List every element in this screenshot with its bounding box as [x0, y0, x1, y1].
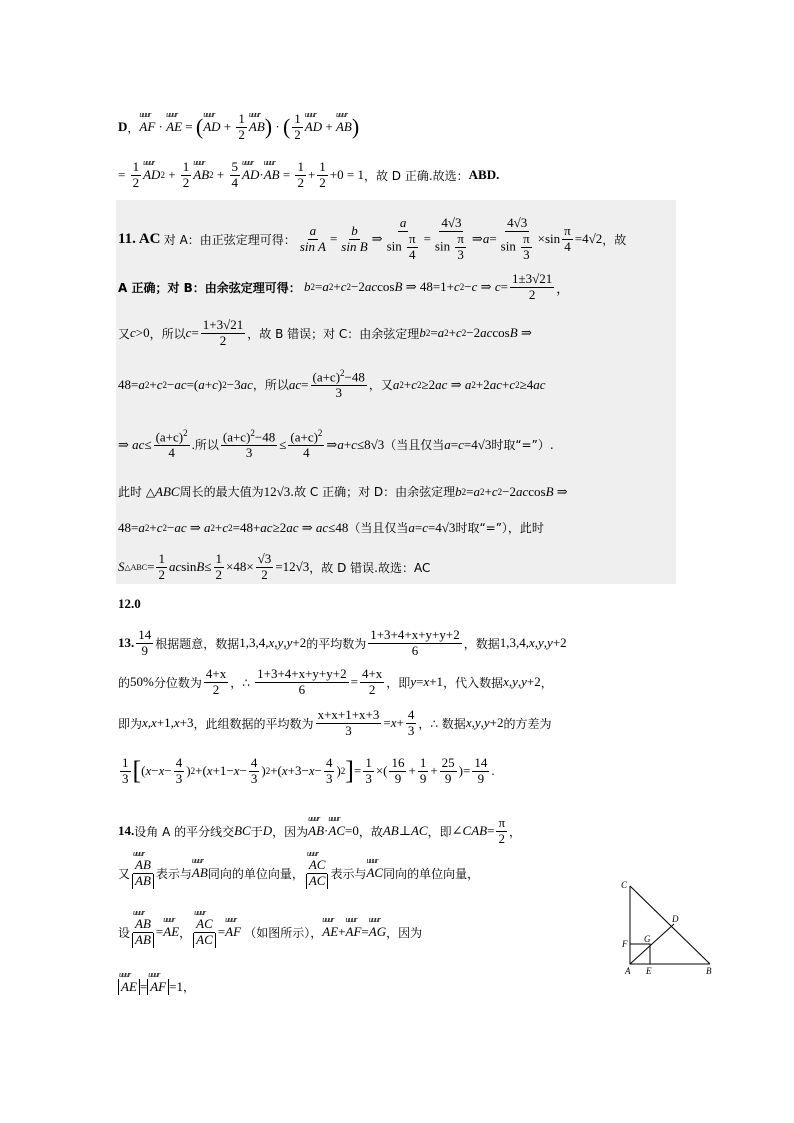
line-8: 此时 △ ABC 周长的最大值为 12√3 .故 C 正确；对 D：由余弦定理 b 2 = a 2 + c 2 −2 ac cos B ⇒ [118, 483, 568, 499]
line-9: 48= a 2 + c 2 − ac ⇒ a 2 + c 2 =48+ ac ≥2 ac ⇒ ac ≤48 （当且仅当 a = c =4√3 时取“=”），此时 [118, 519, 544, 535]
line-17: 又 uuur $\frac{AB}{AB}$ 表示与 uuur AB 同向的单位向量， uuur $\frac{AC}{AC}$ 表示与 uuur AC 同向的单位向量， [118, 858, 479, 889]
line-7: ⇒ ac ≤ $\frac{(a+c)^2}{4}$ . 所以 $\frac{(a+c)^2-48}{3}$ ≤ $\frac{(a+c)^2}{4}$ ⇒ a + c ≤8√3 （当且仅当 a = c =4√3 时取“=”）. [118, 428, 554, 461]
line-14: 即为 x , x +1, x +3 ，此组数据的平均数为 $\frac{x+x+1+x+3}{3}$ = x + $\frac{4}{3}$ ，∴ 数据 x , y , y +2 的方差为 [118, 707, 552, 738]
label-B: B [706, 966, 712, 976]
label-G: G [644, 934, 651, 944]
line-15: $\frac{1}{3}$ [ ( x − x − $\frac{4}{3}$ ) 2 +( x +1− x − $\frac{4}{3}$ ) 2 +( x +3− x − $\frac{4}{3}$ ) 2 ] = $\frac{1}{3}$ ×( $\frac{16}{9}$ + $\frac{1}{9}$ + $\frac{25}{9}$ )= $\frac{14}{9}$ . [122, 755, 495, 786]
label-F: F [622, 939, 628, 949]
line-12: 13. $\frac{14}{9}$ 根据题意，数据 1,3,4, x , y , y +2 的平均数为 $\frac{1+3+4+x+y+y+2}{6}$ ，数据 1,3,4, x , y , y +2 [118, 627, 567, 658]
label-C: C [621, 880, 628, 890]
label-E: E [646, 966, 652, 976]
label-A: A [625, 966, 631, 976]
line-5: 又 c >0 ，所以 c = $\frac{1+3√21}{2}$ ，故 B 错误；对 C：由余弦定理 b 2 = a 2 + c 2 −2 ac cos B ⇒ [118, 317, 532, 348]
line-4: A 正确；对 B：由余弦定理可得： b 2 = a 2 + c 2 −2 ac cos B ⇒ 48=1+ c 2 − c ⇒ c = $\frac{1\pm 3√21}{2}$ ， [118, 271, 570, 302]
line-16: 14. 设角 A 的平分线交 BC 于 D ，因为 uuur AB · uuur AC =0 ，故 AB ⊥ AC ，即 ∠ CAB = $\frac{\pi}{2}$ ， [118, 816, 521, 847]
line-18: 设 uuur $\frac{AB}{AB}$ = uuur AE ， uuur $\frac{AC}{AC}$ = uuur AF （如图所示）， uuur AE + uuur AF = uuur AG ，因为 [118, 917, 422, 948]
line-3: 11. AC 对 A：由正弦定理可得： $\frac{a}{\text{sin A}}$ = $\frac{b}{\text{sin B}}$ ⇒ a sin $\frac{\pi}{4}$ = 4√3 sin $\frac{\pi}{3}$ ⇒ a = 4√3 sin $\frac{\pi}{3}$ ×sin $\frac{\pi}{4}$ =4√2 ，故 [118, 215, 627, 262]
line-19: uuur AE = uuur AF =1 ， [118, 978, 195, 995]
line-2: = $\frac{1}{2}$ uuur AD 2 + $\frac{1}{2}$ uuur AB 2 + $\frac{5}{4}$ uuur AD · uuur AB = $\frac{1}{2}$ + $\frac{1}{2}$ +0 = 1 ，故 D 正确.故选： ABD. [118, 160, 499, 191]
label-D: D [672, 914, 679, 924]
line-13: 的 50% 分位数为 $\frac{4+x}{2}$ ，∴ $\frac{1+3+4+x+y+y+2}{6}$ = $\frac{4+x}{2}$ ，即 y = x +1 ，代入数据 x , y , y +2 ， [118, 666, 553, 697]
line-1: D ， uuur AF · uuur AE = ( uuur AD + $\frac{1}{2}$ uuur AB ) · ( $\frac{1}{2}$ uuur AD + uuur AB ) [118, 112, 359, 143]
line-10: S △ABC = $\frac{1}{2}$ ac sin B ≤ $\frac{1}{2}$ ×48× $\frac{√3}{2}$ =12√3 ，故 D 错误.故选：AC [118, 551, 431, 582]
line-11: 12.0 [118, 596, 141, 611]
line-6: 48= a 2 + c 2 − ac =( a + c ) 2 −3 ac ，所以 ac = $\frac{(a+c)^2-48}{3}$ ，又 a 2 + c 2 ≥2 ac ⇒ a 2 +2 ac + c 2 ≥4 ac [118, 368, 546, 401]
geometry-figure [612, 878, 722, 978]
